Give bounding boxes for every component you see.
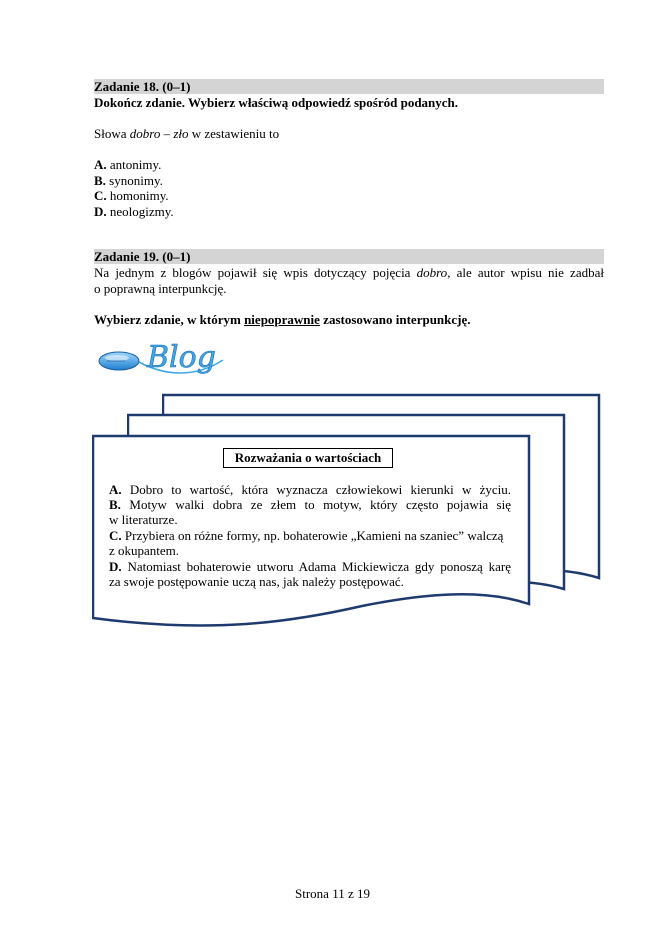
answer-letter: C. bbox=[109, 528, 122, 543]
task18-stem-word1: dobro bbox=[129, 126, 161, 141]
page-number: Strona 11 z 19 bbox=[295, 886, 370, 901]
option-letter: B. bbox=[94, 173, 106, 188]
task18-instruction: Dokończ zdanie. Wybierz właściwą odpowiedź spośród podanych. bbox=[94, 95, 459, 110]
task19-header-bar bbox=[94, 249, 604, 264]
answer-text: Dobro to wartość, która wyznacza człowiekowi kierunki w życiu. bbox=[121, 482, 511, 497]
option-text: antonimy. bbox=[106, 157, 162, 172]
task18-stem-dash: – bbox=[160, 126, 174, 141]
task18-option-c[interactable] bbox=[94, 188, 169, 204]
task18-option-b[interactable] bbox=[94, 173, 163, 189]
answer-letter: B. bbox=[109, 497, 121, 512]
task18-stem bbox=[94, 126, 279, 142]
instruction-underlined: niepoprawnie bbox=[244, 312, 320, 327]
blog-logo-text: Blog bbox=[147, 340, 216, 375]
intro-text: Na jednym z blogów pojawił się wpis dotyczący pojęcia bbox=[94, 265, 417, 280]
task19-answer-b-cont: w literaturze. bbox=[109, 512, 178, 527]
task19-intro-line1 bbox=[94, 265, 604, 281]
task19-answer-a[interactable] bbox=[109, 482, 511, 497]
answer-letter: A. bbox=[109, 482, 122, 497]
answer-text: Natomiast bohaterowie utworu Adama Mickiewicza gdy ponoszą karę bbox=[121, 559, 511, 574]
task19-answer-d[interactable] bbox=[109, 559, 511, 574]
card-title: Rozważania o wartościach bbox=[223, 448, 393, 468]
computer-mouse-icon bbox=[99, 352, 139, 370]
task18-option-a[interactable] bbox=[94, 157, 161, 173]
option-text: homonimy. bbox=[106, 188, 169, 203]
intro-italic-word: dobro bbox=[416, 265, 448, 280]
option-letter: A. bbox=[94, 157, 107, 172]
blog-logo bbox=[95, 336, 235, 386]
task18-stem-after: w zestawieniu to bbox=[188, 126, 280, 141]
answer-letter: D. bbox=[109, 559, 122, 574]
task19-answer-b[interactable] bbox=[109, 497, 511, 512]
task19-answer-d-cont: za swoje postępowanie uczą nas, jak należy postępować. bbox=[109, 574, 404, 589]
task19-intro-line2: o poprawną interpunkcję. bbox=[94, 281, 227, 296]
task18-stem-word2: zło bbox=[173, 126, 189, 141]
task18-stem-before: Słowa bbox=[94, 126, 130, 141]
instruction-text: Wybierz zdanie, w którym bbox=[94, 312, 245, 327]
task18-header-bar bbox=[94, 79, 604, 94]
option-letter: D. bbox=[94, 204, 107, 219]
task18-header: Zadanie 18. (0–1) bbox=[94, 79, 191, 94]
option-text: neologizmy. bbox=[106, 204, 174, 219]
answer-text: Przybiera on różne formy, np. bohaterowie „Kamieni na szaniec” walczą bbox=[121, 528, 504, 543]
intro-text: , ale autor wpisu nie zadbał bbox=[447, 265, 604, 280]
task19-answer-c[interactable] bbox=[109, 528, 511, 543]
instruction-text: zastosowano interpunkcję. bbox=[319, 312, 471, 327]
task19-instruction bbox=[94, 312, 471, 328]
task19-answer-c-cont: z okupantem. bbox=[109, 543, 180, 558]
answer-text: Motyw walki dobra ze złem to motyw, który często pojawia się bbox=[120, 497, 511, 512]
option-text: synonimy. bbox=[105, 173, 163, 188]
option-letter: C. bbox=[94, 188, 107, 203]
task18-option-d[interactable] bbox=[94, 204, 174, 220]
task19-header: Zadanie 19. (0–1) bbox=[94, 249, 191, 264]
